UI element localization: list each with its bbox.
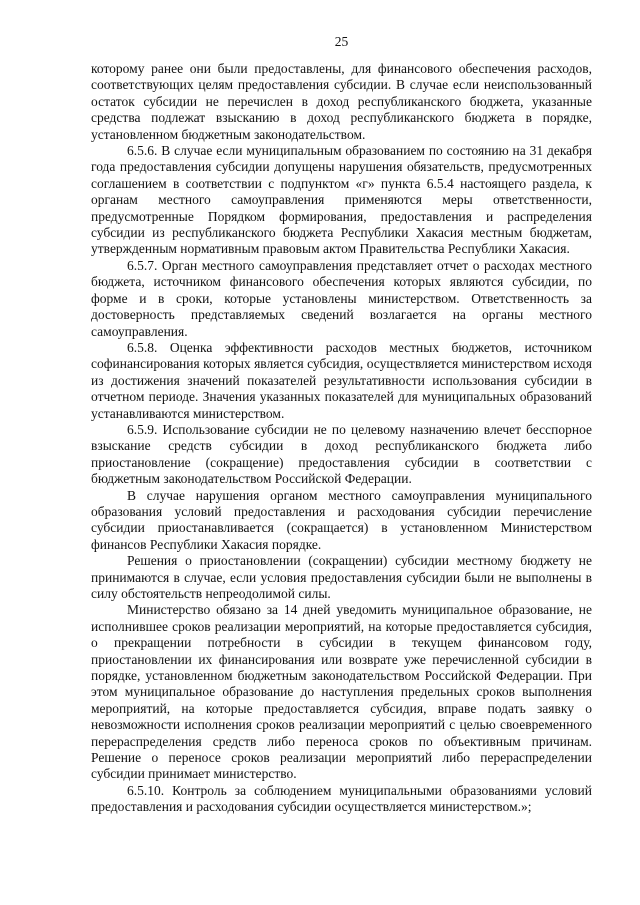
paragraph-force-majeure: Решения о приостановлении (сокращении) субсидии местному бюджету не принимаются в случае, если условия предоставления субсидии были не выполнены в силу обстоятельств непреодолимой силы.: [91, 553, 592, 601]
paragraph-6-5-7: 6.5.7. Орган местного самоуправления представляет отчет о расходах местного бюджета, источником финансового обеспечения которых являются субсидии, по форме и в сроки, которые установлены министерством. Ответственность за достоверность представляемых сведений возлагается на органы местного самоуправления.: [91, 257, 592, 339]
paragraph-violation: В случае нарушения органом местного самоуправления муниципального образования условий предоставления и расходования субсидии перечисление субсидии приостанавливается (сокращается) в установленном Министерством финансов Республики Хакасия порядке.: [91, 487, 592, 552]
paragraph-6-5-10: 6.5.10. Контроль за соблюдением муниципальными образованиями условий предоставления и расходования субсидии осуществляется министерством.»;: [91, 782, 592, 815]
paragraph-continuation: которому ранее они были предоставлены, для финансового обеспечения расходов, соответствующих целям предоставления субсидии. В случае если неиспользованный остаток субсидии не перечислен в доход республиканского бюджета, указанные средства подлежат взысканию в доход республиканского бюджета в порядке, установленном бюджетным законодательством.: [91, 61, 592, 142]
page-number: 25: [334, 34, 349, 49]
paragraph-ministry-notice: Министерство обязано за 14 дней уведомить муниципальное образование, не исполнившее сроков реализации мероприятий, на которые предоставляется субсидия, о прекращении потребности в субсидии в текущем финансовом году, приостановлении их финансирования или возврате уже перечисленной субсидии в порядке, установленном бюджетным законодательством Российской Федерации. При этом муниципальное образование до наступления предельных сроков выполнения мероприятий, на которые предоставляется субсидия, вправе подать заявку о невозможности исполнения сроков реализации мероприятий с целью своевременного перераспределения средств либо переноса сроков по объективным причинам. Решение о переносе сроков реализации мероприятий либо перераспределении субсидии принимает министерство.: [91, 602, 592, 782]
paragraph-6-5-8: 6.5.8. Оценка эффективности расходов местных бюджетов, источником софинансирования которых является субсидия, осуществляется министерством исходя из достижения значений показателей результативности использования субсидии в отчетном периоде. Значения указанных показателей для муниципальных образований устанавливаются министерством.: [91, 339, 592, 421]
paragraph-6-5-9: 6.5.9. Использование субсидии не по целевому назначению влечет бесспорное взыскание средств субсидии в доход республиканского бюджета либо приостановление (сокращение) предоставления субсидии в соответствии с бюджетным законодательством Российской Федерации.: [91, 421, 592, 487]
paragraph-6-5-6: 6.5.6. В случае если муниципальным образованием по состоянию на 31 декабря года предоставления субсидии допущены нарушения обязательств, предусмотренных соглашением в соответствии с подпунктом «г» пункта 6.5.4 настоящего раздела, к органам местного самоуправления применяются меры ответственности, предусмотренные Порядком формирования, предоставления и распределения субсидии из республиканского бюджета Республики Хакасия местным бюджетам, утвержденным нормативным правовым актом Правительства Республики Хакасия.: [91, 143, 592, 257]
